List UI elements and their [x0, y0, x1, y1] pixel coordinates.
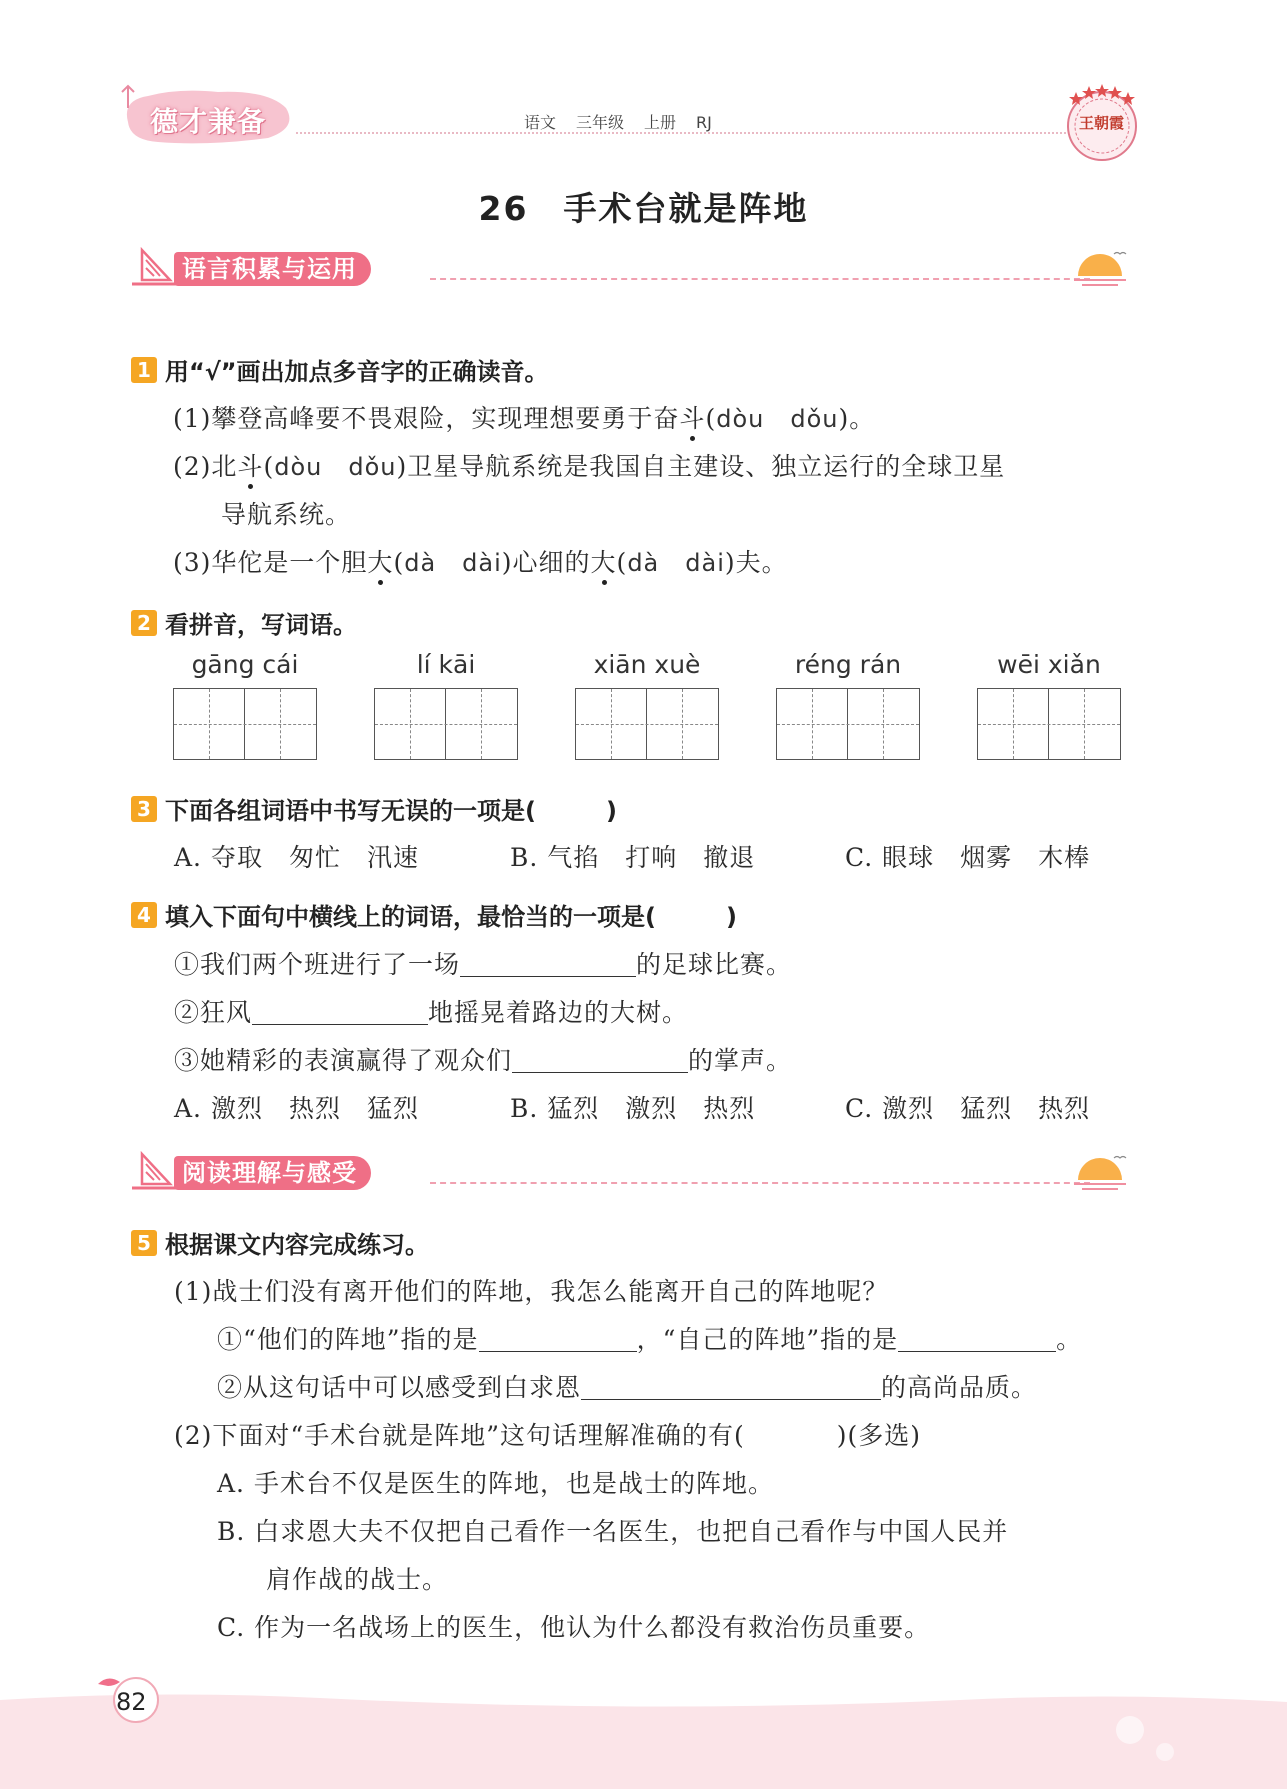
section-banner-reading [130, 1150, 1130, 1196]
q5-part-2: (2)下面对“手术台就是阵地”这句话理解准确的有( )(多选) [174, 1421, 921, 1450]
writing-grid[interactable] [173, 688, 317, 760]
pinyin-prompt: wēi xiǎn [997, 650, 1101, 679]
q4-option-c[interactable]: C. 激烈 猛烈 热烈 [845, 1094, 1091, 1123]
question-number: 1 [131, 357, 157, 383]
pinyin-option[interactable]: dǒu [790, 405, 839, 433]
seal-text: 王朝霞 [1079, 114, 1125, 132]
pinyin-grid-1 [173, 650, 317, 679]
pinyin-option[interactable]: dǒu [348, 453, 397, 481]
fill-blank[interactable] [898, 1327, 1056, 1352]
q1-item-2: (2)北斗(dòu dǒu)卫星导航系统是我国自主建设、独立运行的全球卫星 [173, 452, 1006, 481]
question-5-title [131, 1225, 429, 1260]
q5-option-b[interactable]: B. 白求恩大夫不仅把自己看作一名医生，也把自己看作与中国人民并 [217, 1517, 1009, 1546]
question-3-title: 3 下面各组词语中书写无误的一项是( ) [131, 791, 617, 826]
pinyin-prompt: xiān xuè [593, 650, 701, 679]
pinyin-option[interactable]: dà [404, 549, 437, 577]
q1-item-1: (1)攀登高峰要不畏艰险，实现理想要勇于奋斗(dòu dǒu)。 [173, 404, 876, 433]
sunset-icon [1070, 246, 1130, 292]
section-title: 语言积累与运用 [174, 252, 371, 286]
fill-blank[interactable] [581, 1375, 881, 1400]
page-number: 82 [116, 1688, 147, 1716]
q4-option-b[interactable]: B. 猛烈 激烈 热烈 [510, 1094, 756, 1123]
q4-sentence-2: ②狂风 地摇晃着路边的大树。 [174, 998, 689, 1027]
pinyin-grid-5 [977, 650, 1121, 679]
fill-blank[interactable] [512, 1048, 688, 1073]
writing-grid[interactable] [374, 688, 518, 760]
q3-option-b[interactable]: B. 气掐 打响 撤退 [510, 843, 756, 872]
question-1-title [131, 352, 549, 387]
q3-option-c[interactable]: C. 眼球 烟雾 木棒 [845, 843, 1091, 872]
page-title: 26 手术台就是阵地 [478, 189, 809, 228]
writing-grid[interactable] [575, 688, 719, 760]
section-banner-language [130, 246, 1130, 292]
edition-label: RJ [696, 113, 712, 132]
section-title: 阅读理解与感受 [174, 1156, 371, 1190]
q5-option-c[interactable]: C. 作为一名战场上的医生，他认为什么都没有救治伤员重要。 [217, 1613, 931, 1642]
sailboat-icon [130, 246, 180, 292]
question-text: 下面各组词语中书写无误的一项是( [165, 797, 536, 825]
question-number: 2 [131, 610, 157, 636]
header-meta [524, 110, 732, 133]
q1-item-2-cont: 导航系统。 [221, 500, 352, 529]
question-number: 3 [131, 796, 157, 822]
fill-blank[interactable] [252, 1000, 428, 1025]
q3-option-a[interactable]: A. 夺取 匆忙 汛速 [174, 843, 419, 872]
sailboat-icon [130, 1150, 180, 1196]
grade-label: 三年级 [576, 113, 625, 132]
q5-part-1-b: ②从这句话中可以感受到白求恩 的高尚品质。 [217, 1373, 1038, 1402]
fill-blank[interactable] [479, 1327, 637, 1352]
q5-option-b-cont: 肩作战的战士。 [266, 1565, 449, 1594]
question-text: 根据课文内容完成练习。 [165, 1231, 429, 1259]
writing-grid[interactable] [776, 688, 920, 760]
volume-label: 上册 [644, 113, 677, 132]
brand-logo: 德才兼备 [150, 105, 267, 138]
question-text: 填入下面句中横线上的词语，最恰当的一项是( [165, 903, 656, 931]
section-divider [430, 278, 1090, 280]
question-number: 5 [131, 1230, 157, 1256]
pinyin-prompt: gāng cái [191, 650, 299, 679]
pinyin-option[interactable]: dài [462, 549, 502, 577]
question-number: 4 [131, 902, 157, 928]
writing-grid[interactable] [977, 688, 1121, 760]
q4-option-a[interactable]: A. 激烈 热烈 猛烈 [174, 1094, 419, 1123]
q1-item-3: (3)华佗是一个胆大(dà dài)心细的大(dà dài)夫。 [173, 548, 788, 577]
question-text: 用“√”画出加点多音字的正确读音。 [165, 358, 549, 386]
subject-label: 语文 [524, 113, 557, 132]
pinyin-option[interactable]: dòu [716, 405, 765, 433]
pinyin-option[interactable]: dài [685, 549, 725, 577]
pinyin-option[interactable]: dòu [274, 453, 323, 481]
q4-sentence-1: ①我们两个班进行了一场 的足球比赛。 [174, 950, 793, 979]
sunset-icon [1070, 1150, 1130, 1196]
question-4-title: 4 填入下面句中横线上的词语，最恰当的一项是( ) [131, 897, 737, 932]
section-divider [430, 1182, 1090, 1184]
question-text: 看拼音，写词语。 [165, 611, 357, 639]
pinyin-grid-4 [776, 650, 920, 679]
pinyin-prompt: réng rán [794, 650, 902, 679]
pinyin-grid-3 [575, 650, 719, 679]
q5-part-1-a: ①“他们的阵地”指的是 ，“自己的阵地”指的是 。 [217, 1325, 1083, 1354]
fill-blank[interactable] [460, 952, 636, 977]
footer-wave [0, 1690, 1287, 1789]
q4-sentence-3: ③她精彩的表演赢得了观众们 的掌声。 [174, 1046, 793, 1075]
pinyin-prompt: lí kāi [416, 650, 476, 679]
header-divider [296, 132, 1066, 134]
q5-part-1: (1)战士们没有离开他们的阵地，我怎么能离开自己的阵地呢？ [174, 1277, 889, 1306]
pinyin-option[interactable]: dà [627, 549, 660, 577]
q5-option-a[interactable]: A. 手术台不仅是医生的阵地，也是战士的阵地。 [217, 1469, 774, 1498]
pinyin-grid-2 [374, 650, 518, 679]
question-2-title [131, 605, 357, 640]
